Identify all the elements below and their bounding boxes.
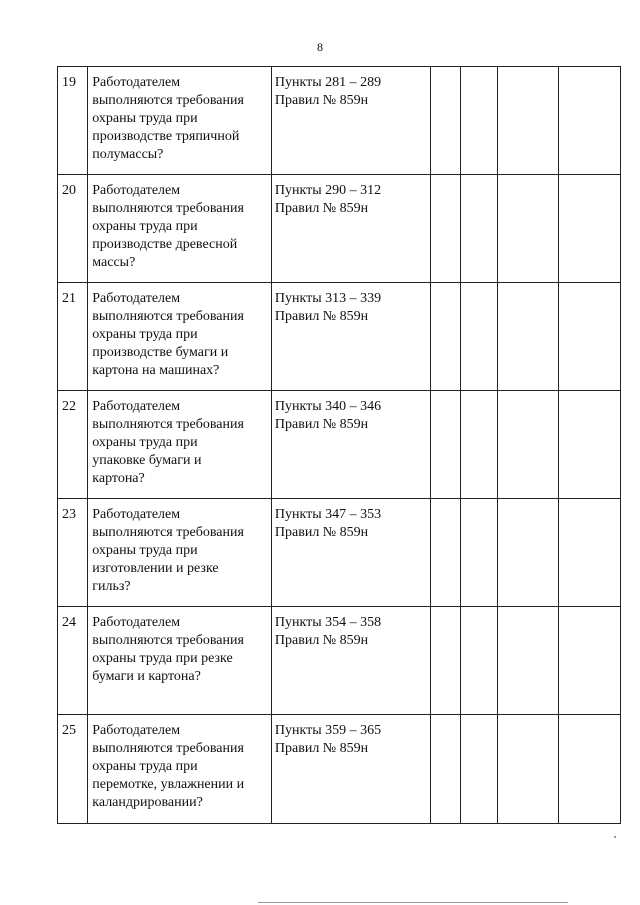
answer-cell-yes[interactable]: [431, 499, 460, 607]
notes-cell[interactable]: [559, 175, 621, 283]
notes-cell[interactable]: [559, 283, 621, 391]
row-number: 21: [62, 291, 76, 306]
answer-cell-yes[interactable]: [431, 607, 460, 715]
reference-cell: [271, 67, 430, 175]
answer-cell-no[interactable]: [460, 283, 497, 391]
question-cell: [88, 67, 272, 175]
row-number-cell: [58, 283, 88, 391]
reference-text: Пункты 359 – 365 Правил № 859н: [274, 723, 382, 756]
row-number-cell: [58, 67, 88, 175]
row-number-cell: [58, 607, 88, 715]
question-text: Работодателем выполняются требования охраны труда при изготовлении и резке гильз?: [92, 507, 244, 594]
answer-cell-no[interactable]: [460, 715, 497, 824]
answer-cell-yes[interactable]: [431, 715, 460, 824]
row-number: 24: [62, 615, 76, 630]
row-number: 23: [62, 507, 76, 522]
table-row: [58, 499, 621, 607]
answer-cell-not-applicable[interactable]: [497, 67, 559, 175]
page-number: 8: [317, 40, 323, 54]
answer-cell-no[interactable]: [460, 175, 497, 283]
notes-cell[interactable]: [559, 391, 621, 499]
reference-cell: [271, 175, 430, 283]
reference-text: Пункты 347 – 353 Правил № 859н: [274, 507, 382, 540]
table-row: [58, 715, 621, 824]
row-number-cell: [58, 175, 88, 283]
question-cell: [88, 499, 272, 607]
question-text: Работодателем выполняются требования охраны труда при резке бумаги и картона?: [92, 615, 244, 684]
notes-cell[interactable]: [559, 499, 621, 607]
reference-text: Пункты 354 – 358 Правил № 859н: [274, 615, 382, 648]
answer-cell-no[interactable]: [460, 67, 497, 175]
question-cell: [88, 715, 272, 824]
question-cell: [88, 175, 272, 283]
question-text: Работодателем выполняются требования охраны труда при производстве бумаги и картона на машинах?: [92, 291, 244, 378]
answer-cell-no[interactable]: [460, 607, 497, 715]
answer-cell-not-applicable[interactable]: [497, 607, 559, 715]
question-text: Работодателем выполняются требования охраны труда при перемотке, увлажнении и каландрировании?: [92, 723, 245, 810]
question-text: Работодателем выполняются требования охраны труда при производстве древесной массы?: [92, 183, 244, 270]
reference-text: Пункты 281 – 289 Правил № 859н: [274, 75, 382, 108]
table-row: [58, 391, 621, 499]
answer-cell-not-applicable[interactable]: [497, 283, 559, 391]
reference-cell: [271, 283, 430, 391]
reference-text: Пункты 313 – 339 Правил № 859н: [274, 291, 382, 324]
answer-cell-not-applicable[interactable]: [497, 391, 559, 499]
row-number: 20: [62, 183, 76, 198]
question-cell: [88, 607, 272, 715]
question-text: Работодателем выполняются требования охраны труда при упаковке бумаги и картона?: [92, 399, 244, 486]
answer-cell-not-applicable[interactable]: [497, 175, 559, 283]
notes-cell[interactable]: [559, 715, 621, 824]
answer-cell-yes[interactable]: [431, 391, 460, 499]
reference-cell: [271, 499, 430, 607]
row-number: 25: [62, 723, 76, 738]
row-number-cell: [58, 499, 88, 607]
reference-cell: [271, 391, 430, 499]
row-number-cell: [58, 391, 88, 499]
question-cell: [88, 391, 272, 499]
notes-cell[interactable]: [559, 607, 621, 715]
row-number: 19: [62, 75, 76, 90]
answer-cell-no[interactable]: [460, 499, 497, 607]
row-number-cell: [58, 715, 88, 824]
row-number: 22: [62, 399, 76, 414]
reference-text: Пункты 340 – 346 Правил № 859н: [274, 399, 382, 432]
reference-cell: [271, 607, 430, 715]
answer-cell-not-applicable[interactable]: [497, 499, 559, 607]
answer-cell-yes[interactable]: [431, 283, 460, 391]
table-row: [58, 283, 621, 391]
notes-cell[interactable]: [559, 67, 621, 175]
checklist-table: [57, 66, 621, 824]
answer-cell-yes[interactable]: [431, 67, 460, 175]
scan-artifact-dot: [614, 836, 616, 838]
reference-cell: [271, 715, 430, 824]
question-cell: [88, 283, 272, 391]
table-row: [58, 607, 621, 715]
table-row: [58, 67, 621, 175]
answer-cell-yes[interactable]: [431, 175, 460, 283]
scan-artifact-line: [258, 902, 568, 903]
table-row: [58, 175, 621, 283]
reference-text: Пункты 290 – 312 Правил № 859н: [274, 183, 382, 216]
answer-cell-not-applicable[interactable]: [497, 715, 559, 824]
answer-cell-no[interactable]: [460, 391, 497, 499]
question-text: Работодателем выполняются требования охраны труда при производстве тряпичной полумассы?: [92, 75, 244, 162]
